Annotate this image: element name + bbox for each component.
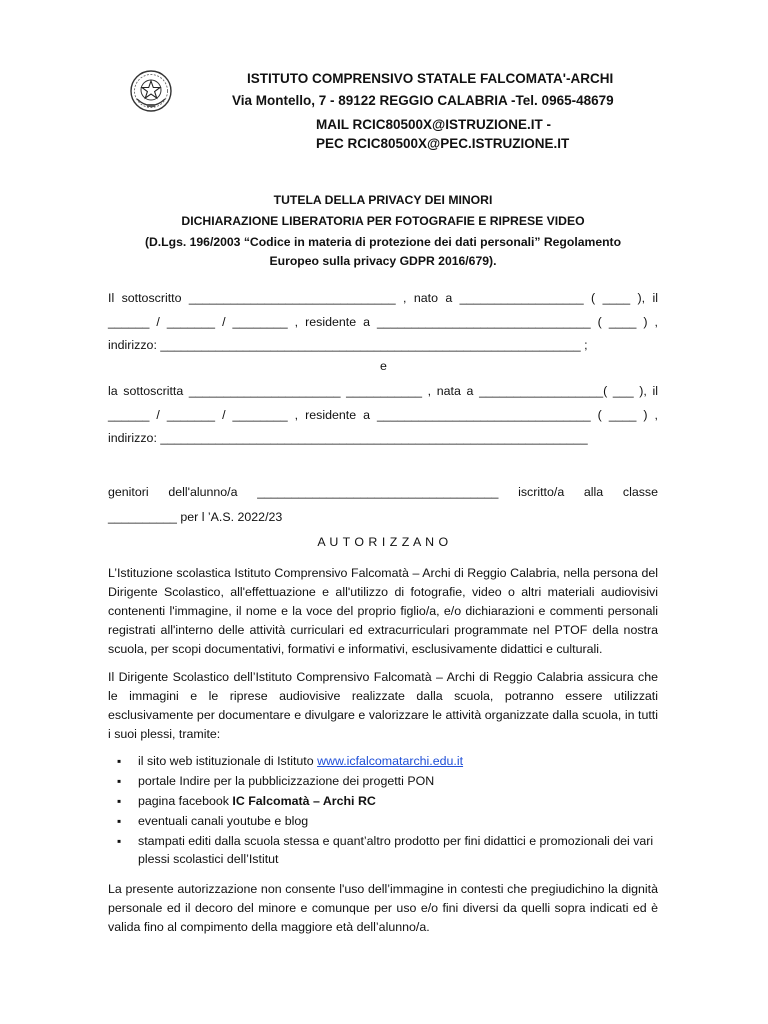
father-line-3: indirizzo: _____________________________________________________________ ;	[108, 338, 588, 352]
father-line-1: Il sottoscritto ______________________________ , nato a __________________ ( ____ ), il	[108, 291, 658, 305]
paragraph-1: L’Istituzione scolastica Istituto Comprensivo Falcomatà – Archi di Reggio Calabria, nella persona del Dirigente Scolastico, all'effettuazione e all'utilizzo di fotografie, video o altri materiali audiovisivi contenenti l'immagine, il nome e la voce del proprio figlio/a, e/o dichiarazioni e commenti personali registrati all'interno delle attività curriculari ed extracurriculari programmate nel PTOF della nostra scuola, per scopi documentativi, formativi e informativi, esclusivamente didattici e culturali.	[108, 566, 658, 656]
school-name: ISTITUTO COMPRENSIVO STATALE FALCOMATA'-ARCHI	[247, 71, 614, 86]
list-item: ▪ pagina facebook IC Falcomatà – Archi RC	[108, 792, 658, 810]
italian-republic-emblem-icon	[128, 68, 174, 114]
authorize-heading: A U T O R I Z Z A N O	[317, 535, 449, 549]
list-item: ▪ stampati editi dalla scuola stessa e quant’altro prodotto per fini didattici e promozionali dei vari plessi scolastici dell’Istitut	[108, 832, 658, 868]
title-line-3: (D.Lgs. 196/2003 “Codice in materia di protezione dei dati personali” Regolamento	[144, 235, 622, 249]
mother-line-2: ______ / _______ / ________ , residente a _______________________________ ( ____ ) ,	[108, 408, 658, 422]
channels-list	[108, 752, 658, 870]
title-line-4: Europeo sulla privacy GDPR 2016/679).	[269, 254, 497, 268]
title-line-1: TUTELA DELLA PRIVACY DEI MINORI	[273, 193, 493, 207]
father-line-2: ______ / _______ / ________ , residente a _______________________________ ( ____ ) ,	[108, 315, 658, 329]
school-pec: PEC RCIC80500X@PEC.ISTRUZIONE.IT	[316, 136, 570, 151]
list-item: ▪ il sito web istituzionale di Istituto www.icfalcomatarchi.edu.it	[108, 752, 658, 770]
list-item: ▪ portale Indire per la pubblicizzazione dei progetti PON	[108, 772, 658, 790]
school-address: Via Montello, 7 - 89122 REGGIO CALABRIA -Tel. 0965-48679	[232, 93, 614, 108]
and-separator: e	[380, 359, 387, 373]
title-line-2: DICHIARAZIONE LIBERATORIA PER FOTOGRAFIE E RIPRESE VIDEO	[181, 214, 585, 228]
paragraph-2: Il Dirigente Scolastico dell’Istituto Comprensivo Falcomatà – Archi di Reggio Calabria assicura che le immagini e le riprese audiovisive realizzate dalla scuola, potranno essere utilizzati esclusivamente per documentare e divulgare e valorizzare le attività organizzate dalla scuola, in tutti i suoi plessi, tramite:	[108, 670, 658, 741]
student-line-2: __________ per l ’A.S. 2022/23	[108, 510, 283, 524]
student-line-1: genitori dell'alunno/a ___________________________________ iscritto/a alla classe	[108, 485, 658, 499]
mother-line-1: la sottoscritta ______________________ ___________ , nata a __________________( ___ ), il	[108, 384, 658, 398]
closing-paragraph: La presente autorizzazione non consente l'uso dell’immagine in contesti che pregiudichino la dignità personale ed il decoro del minore e comunque per uso e/o fini diversi da quelli sopra indicati ed è valida fino al compimento della maggiore età dell’alunno/a.	[108, 882, 658, 934]
website-link[interactable]: www.icfalcomatarchi.edu.it	[317, 754, 464, 768]
mother-line-3: indirizzo: ______________________________________________________________	[108, 431, 588, 445]
list-item: ▪ eventuali canali youtube e blog	[108, 812, 658, 830]
school-mail: MAIL RCIC80500X@ISTRUZIONE.IT -	[316, 117, 551, 132]
